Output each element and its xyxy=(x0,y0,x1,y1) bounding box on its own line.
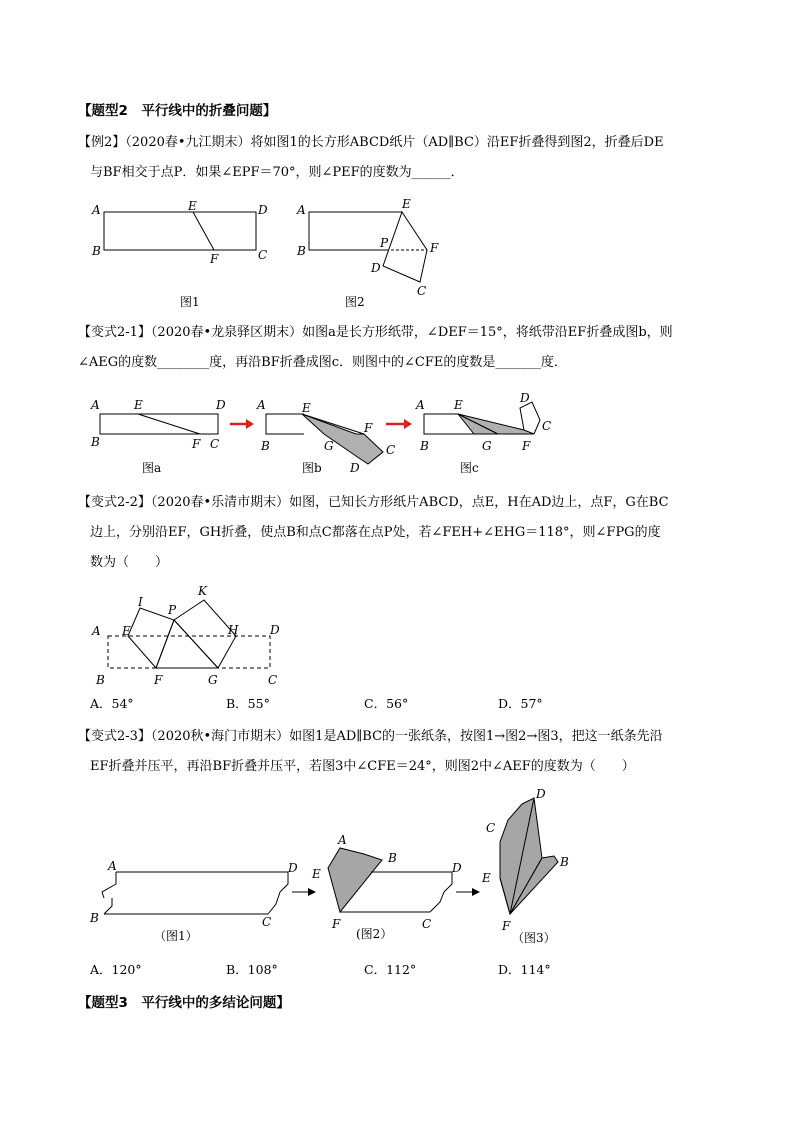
label-D: D xyxy=(288,861,298,875)
option-a[interactable]: A．54° xyxy=(90,696,134,711)
label-C: C xyxy=(542,419,552,433)
label-C: C xyxy=(386,443,396,457)
arrow-icon xyxy=(456,888,480,896)
label-B: B xyxy=(90,911,99,925)
caption-fig2: 图2 xyxy=(345,295,365,309)
variant-2-3 xyxy=(78,722,728,782)
caption-fig1: 图1 xyxy=(180,295,200,309)
ex2-figure-2 xyxy=(295,197,455,310)
variant-2-1-line2: ∠AEG的度数________度，再沿BF折叠成图c．则图中的∠CFE的度数是_______度． xyxy=(78,355,567,370)
label-F: F xyxy=(332,917,341,931)
v23-figure-3 xyxy=(481,787,569,945)
label-F: F xyxy=(430,241,439,255)
label-P: P xyxy=(168,603,177,617)
label-G: G xyxy=(208,673,218,687)
label-B: B xyxy=(92,244,101,258)
option-c[interactable]: C．112° xyxy=(364,962,417,977)
label-C: C xyxy=(262,915,272,929)
example-2-line2: 与BF相交于点P．如果∠EPF＝70°，则∠PEF的度数为______． xyxy=(90,165,464,180)
option-c[interactable]: C．56° xyxy=(364,696,409,711)
variant-2-3-line2: EF折叠并压平，再沿BF折叠并压平，若图3中∠CFE＝24°，则图2中∠AEF的度数为（ ） xyxy=(90,759,635,774)
caption-fig2: (图2） xyxy=(356,927,393,941)
variant-2-1 xyxy=(78,318,728,378)
label-D: D xyxy=(371,261,381,275)
label-C: C xyxy=(258,248,268,262)
label-F: F xyxy=(154,673,163,687)
label-E: E xyxy=(134,398,143,412)
v21-figure-a xyxy=(90,398,226,475)
ex2-figure-1 xyxy=(90,200,290,310)
v23-figure-1 xyxy=(89,859,298,943)
variant-2-2-line1: 【变式2-2】（2020春•乐清市期末）如图，已知长方形纸片ABCD，点E，H在AD边上，点F，G在BC xyxy=(78,495,669,510)
label-A: A xyxy=(297,203,306,217)
label-A: A xyxy=(92,624,101,638)
v22-figure xyxy=(88,580,308,690)
label-D: D xyxy=(350,461,360,475)
option-d[interactable]: D．114° xyxy=(498,962,551,977)
label-E: E xyxy=(312,867,321,881)
v23-figure-2 xyxy=(311,833,462,941)
label-B: B xyxy=(560,855,569,869)
variant-2-2 xyxy=(78,488,728,578)
label-D: D xyxy=(520,391,530,405)
option-b[interactable]: B．108° xyxy=(226,962,278,977)
label-B: B xyxy=(96,673,105,687)
arrow-icon xyxy=(386,419,412,429)
label-A: A xyxy=(257,398,266,412)
label-D: D xyxy=(536,787,546,801)
label-E: E xyxy=(402,197,411,211)
caption-fig-b: 图b xyxy=(302,461,322,475)
v21-figure-b xyxy=(256,398,395,475)
label-E: E xyxy=(122,624,131,638)
label-P: P xyxy=(380,236,389,250)
label-C: C xyxy=(268,673,278,687)
label-F: F xyxy=(192,437,201,451)
label-F: F xyxy=(364,421,373,435)
label-G: G xyxy=(482,439,492,453)
label-H: H xyxy=(228,623,239,637)
variant-2-3-line1: 【变式2-3】（2020秋•海门市期末）如图1是AD∥BC的一张纸条，按图1→图2→图3，把这一纸条先沿 xyxy=(78,729,663,744)
option-b[interactable]: B．55° xyxy=(226,696,270,711)
label-B: B xyxy=(388,851,397,865)
variant-2-2-line2: 边上，分别沿EF，GH折叠，使点B和点C都落在点P处，若∠FEH+∠EHG＝118°，则∠FPG的度 xyxy=(90,525,661,540)
arrow-icon xyxy=(230,419,254,429)
label-F: F xyxy=(522,439,531,453)
label-D: D xyxy=(452,861,462,875)
example-2 xyxy=(78,128,728,188)
label-B: B xyxy=(420,439,429,453)
section-title-2: 【题型2 平行线中的折叠问题】 xyxy=(78,103,277,119)
label-A: A xyxy=(91,398,100,412)
label-E: E xyxy=(482,871,491,885)
v21-figures xyxy=(88,392,568,482)
v23-figures xyxy=(88,788,608,948)
caption-fig-c: 图c xyxy=(460,461,479,475)
label-C: C xyxy=(422,917,432,931)
label-C: C xyxy=(417,284,427,298)
label-D: D xyxy=(258,203,268,217)
label-A: A xyxy=(416,398,425,412)
label-C: C xyxy=(210,437,220,451)
label-G: G xyxy=(324,439,334,453)
label-C: C xyxy=(486,821,496,835)
label-K: K xyxy=(198,584,207,598)
label-E: E xyxy=(188,199,197,213)
label-B: B xyxy=(297,244,306,258)
label-A: A xyxy=(92,203,101,217)
example-2-line1: 【例2】（2020春•九江期末）将如图1的长方形ABCD纸片（AD∥BC）沿EF折叠得到图2，折叠后DE xyxy=(78,135,664,150)
variant-2-1-line1: 【变式2-1】（2020春•龙泉驿区期末）如图a是长方形纸带，∠DEF＝15°，将纸带沿EF折叠成图b，则 xyxy=(78,325,673,340)
label-I: I xyxy=(138,595,143,609)
label-E: E xyxy=(302,401,311,415)
caption-fig-a: 图a xyxy=(142,461,162,475)
caption-fig1: （图1） xyxy=(154,929,198,943)
label-E: E xyxy=(454,398,463,412)
label-F: F xyxy=(210,252,219,266)
label-D: D xyxy=(216,398,226,412)
option-d[interactable]: D．57° xyxy=(498,696,543,711)
variant-2-2-line3: 数为（ ） xyxy=(90,555,169,570)
label-F: F xyxy=(502,919,511,933)
label-A: A xyxy=(108,859,117,873)
label-B: B xyxy=(261,439,270,453)
label-B: B xyxy=(91,435,100,449)
label-D: D xyxy=(270,623,280,637)
option-a[interactable]: A．120° xyxy=(90,962,142,977)
section-title-3: 【题型3 平行线中的多结论问题】 xyxy=(78,995,290,1011)
caption-fig3: （图3） xyxy=(512,931,556,945)
v21-figure-c xyxy=(415,391,551,475)
label-A: A xyxy=(338,833,347,847)
arrow-icon xyxy=(292,888,316,896)
